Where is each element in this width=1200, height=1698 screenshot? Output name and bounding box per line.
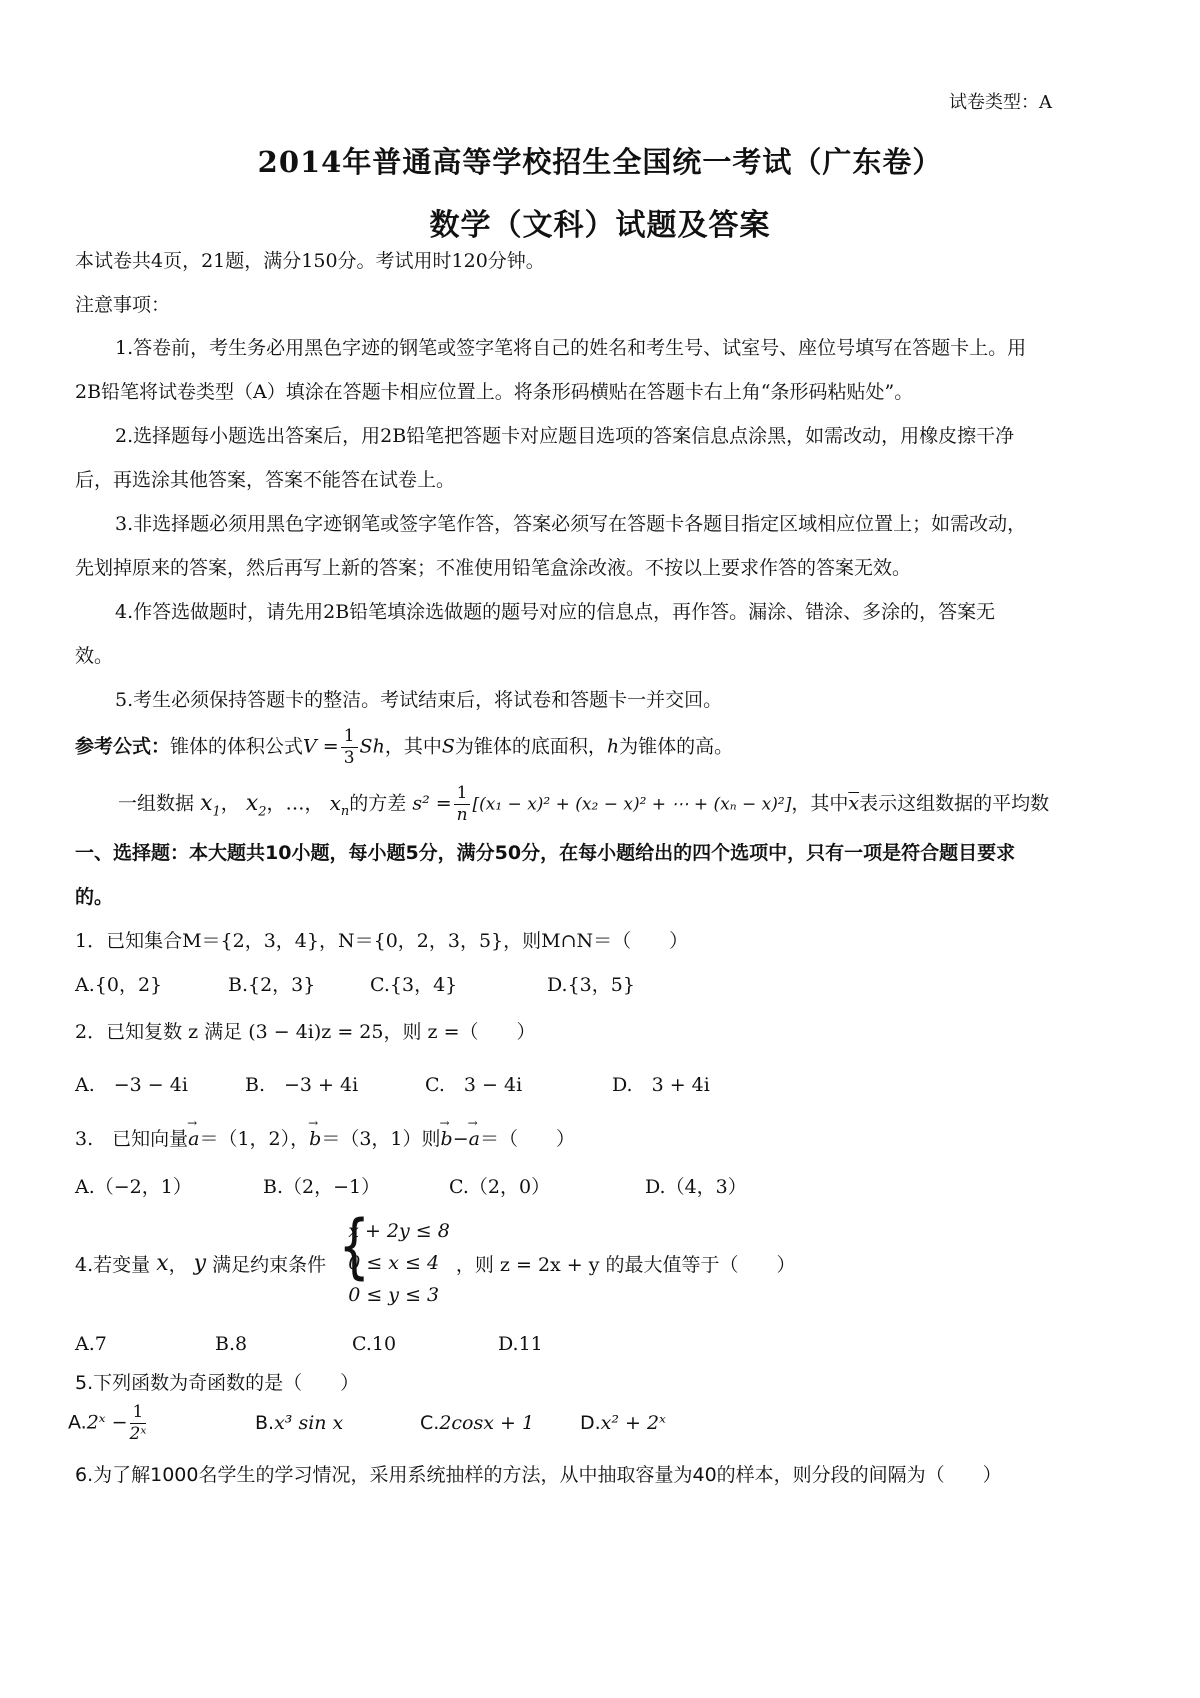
note-1-line1: 1.答卷前，考生务必用黑色字迹的钢笔或签字笔将自己的姓名和考生号、试室号、座位号填写在答题卡上。用	[115, 337, 1027, 359]
q4-var-x: x	[156, 1250, 169, 1276]
vector-b: → b	[309, 1128, 321, 1150]
question-4-stem	[75, 1205, 796, 1311]
question-5-stem: 5.下列函数为奇函数的是（ ）	[75, 1372, 360, 1394]
question-4-option-d[interactable]: D.11	[498, 1333, 543, 1355]
cone-rhs: Sh	[359, 735, 385, 758]
q4-var-y: y	[193, 1250, 207, 1276]
q4-text-a: 4.若变量	[75, 1253, 151, 1276]
question-5-option-a[interactable]: A.2ˣ − $\frac{1}{\text{2ˣ}}$	[68, 1402, 147, 1444]
question-4-option-c[interactable]: C.10	[352, 1333, 397, 1355]
cone-text-b: ，其中	[384, 735, 442, 758]
question-5-option-d[interactable]: D.x² + 2ˣ	[580, 1412, 666, 1434]
question-3-option-b[interactable]: B.（2，−1）	[263, 1176, 381, 1198]
question-5-option-c[interactable]: C.2cosx + 1	[420, 1412, 535, 1434]
var-x1: $x_1$	[200, 790, 221, 819]
formula-cone-text: 锥体的体积公式	[170, 735, 304, 758]
question-1-option-d[interactable]: D.{3，5}	[547, 974, 635, 996]
note-4-line1: 4.作答选做题时，请先用2B铅笔填涂选做题的题号对应的信息点，再作答。漏涂、错涂、多涂的，答案无	[115, 601, 996, 623]
question-2-option-d[interactable]: D. 3 + 4i	[612, 1074, 710, 1096]
q4-text-b: 满足约束条件	[212, 1253, 327, 1276]
variance-fraction: $\frac{1}{n}$	[454, 785, 471, 824]
question-6-stem: 6.为了解1000名学生的学习情况，采用系统抽样的方法，从中抽取容量为40的样本，则分段的间隔为（ ）	[75, 1464, 1002, 1486]
exam-subtitle: 数学（文科）试题及答案	[429, 208, 771, 243]
note-3-line2: 先划掉原来的答案，然后再写上新的答案；不准使用铅笔盒涂改液。不按以上要求作答的答案无效。	[75, 557, 912, 579]
cone-text-d: 为锥体的高。	[619, 735, 734, 758]
note-5-line1: 5.考生必须保持答题卡的整洁。考试结束后，将试卷和答题卡一并交回。	[115, 689, 723, 711]
question-3-stem: 3. 已知向量→ a＝（1，2），→ b＝（3，1）则→ b−→ a＝（ ）	[75, 1124, 575, 1151]
variance-text-a: 一组数据	[118, 792, 195, 815]
question-4-option-b[interactable]: B.8	[215, 1333, 248, 1355]
vector-b-2: → b	[441, 1128, 453, 1150]
section-heading-line2: 的。	[75, 886, 114, 908]
formula-variance-line	[118, 785, 1049, 824]
var-xn: $x_n$	[329, 790, 350, 819]
q3-text-a: 3. 已知向量	[75, 1128, 189, 1150]
question-2-stem: 2．已知复数 z 满足 (3 − 4i)z = 25，则 z =（ ）	[75, 1021, 536, 1043]
question-3-option-a[interactable]: A.（−2，1）	[75, 1176, 192, 1198]
question-3-option-c[interactable]: C.（2，0）	[449, 1176, 551, 1198]
exam-title: 2014年普通高等学校招生全国统一考试（广东卷）	[257, 145, 943, 179]
cone-text-c: 为锥体的底面积，	[454, 735, 607, 758]
q3-text-b: ＝（1，2），	[199, 1128, 310, 1150]
note-3-line1: 3.非选择题必须用黑色字迹钢笔或签字笔作答，答案必须写在答题卡各题目指定区域相应位置上；如需改动，	[115, 513, 1027, 535]
question-4-option-a[interactable]: A.7	[75, 1333, 107, 1355]
q4-text-c: ，则 z = 2x + y 的最大值等于（ ）	[455, 1253, 796, 1276]
note-4-line2: 效。	[75, 645, 114, 667]
intro-text: 本试卷共4页，21题，满分150分。考试用时120分钟。	[75, 250, 545, 272]
var-x2: $x_2$	[245, 790, 267, 819]
vector-a: → a	[188, 1128, 199, 1150]
paper-type-label: 试卷类型：A	[949, 92, 1052, 113]
constraint-2: 0 ≤ x ≤ 4	[348, 1252, 440, 1274]
section-heading-line1: 一、选择题：本大题共10小题，每小题5分，满分50分，在每小题给出的四个选项中，只有一项是符合题目要求	[75, 842, 1016, 864]
variance-text-d: 表示这组数据的平均数	[859, 792, 1050, 815]
cone-s: S	[441, 735, 455, 758]
var-sep2: ，…，	[266, 792, 324, 815]
variance-text-c: ，其中	[791, 792, 849, 815]
q3-text-c: ＝（3，1）则	[321, 1128, 441, 1150]
question-1-stem: 1．已知集合M＝{2，3，4}，N＝{0，2，3，5}，则M∩N＝（ ）	[75, 930, 689, 952]
variance-body: [(x₁ − x)² + (x₂ − x)² + ⋯ + (xₙ − x)²]	[472, 794, 792, 815]
question-5-option-b[interactable]: B.x³ sin x	[255, 1412, 344, 1434]
cone-h: h	[606, 735, 620, 758]
question-1-option-c[interactable]: C.{3，4}	[370, 974, 458, 996]
note-2-line2: 后，再选涂其他答案，答案不能答在试卷上。	[75, 469, 456, 491]
note-1-line2: 2B铅笔将试卷类型（A）填涂在答题卡相应位置上。将条形码横贴在答题卡右上角“条形码粘贴处”。	[75, 381, 914, 403]
variance-text-b: 的方差	[349, 792, 407, 815]
notes-heading: 注意事项：	[75, 294, 171, 316]
cone-lhs: V =	[303, 735, 339, 758]
var-sep1: ，	[220, 792, 240, 815]
constraint-3: 0 ≤ y ≤ 3	[348, 1284, 440, 1306]
question-3-option-d[interactable]: D.（4，3）	[645, 1176, 747, 1198]
variance-xbar: $\overline{x}$	[848, 792, 860, 815]
vector-a-2: → a	[469, 1128, 480, 1150]
left-brace-icon: {	[338, 1205, 371, 1287]
question-1-option-b[interactable]: B.{2，3}	[228, 974, 316, 996]
note-2-line1: 2.选择题每小题选出答案后，用2B铅笔把答题卡对应题目选项的答案信息点涂黑，如需改动，用橡皮擦干净	[115, 425, 1015, 447]
question-1-option-a[interactable]: A.{0，2}	[75, 974, 163, 996]
constraint-1: x + 2y ≤ 8	[348, 1220, 450, 1242]
q3-text-d: ＝（ ）	[479, 1128, 575, 1150]
formula-label: 参考公式：	[75, 735, 171, 758]
constraint-system	[332, 1205, 450, 1311]
question-2-option-c[interactable]: C. 3 − 4i	[425, 1074, 523, 1096]
q4-sep: ，	[168, 1253, 188, 1276]
question-2-option-a[interactable]: A. −3 − 4i	[75, 1074, 188, 1096]
cone-fraction: $\frac{1}{3}$	[341, 728, 358, 767]
variance-lhs: s² =	[412, 792, 452, 815]
question-2-option-b[interactable]: B. −3 + 4i	[245, 1074, 359, 1096]
formula-cone-line	[75, 728, 733, 767]
